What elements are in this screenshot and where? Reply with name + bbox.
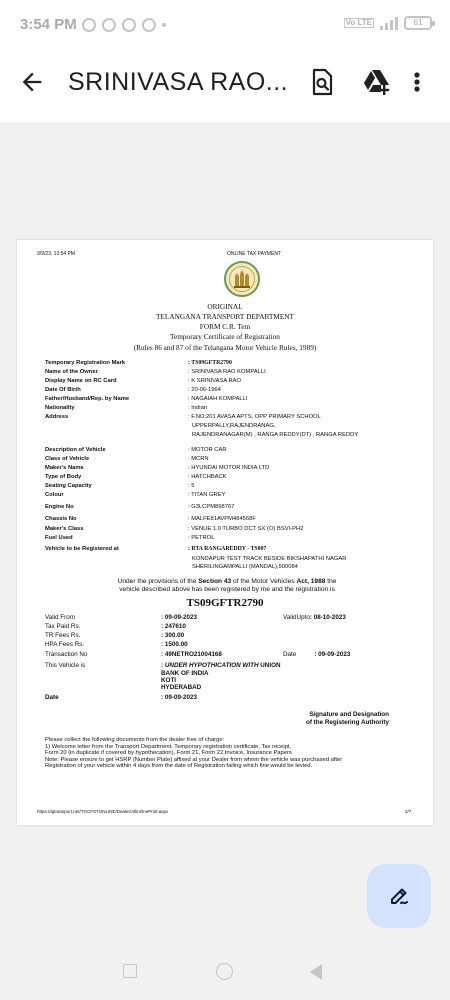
app-bar bbox=[0, 50, 450, 122]
volte-icon: Vo LTE bbox=[345, 18, 372, 27]
add-to-drive-icon[interactable] bbox=[361, 66, 393, 98]
declaration-text: Under the provisions of the Section 43 of the Motor Vehicles Act, 1988 the vehicle described above has been registered by me and the registration is bbox=[117, 578, 337, 593]
field-valid-upto: ValidUpto: 08-10-2023 bbox=[283, 614, 346, 621]
print-header: ONLINE TAX PAYMENT bbox=[227, 251, 282, 257]
status-time: 3:54 PM bbox=[20, 16, 77, 33]
footer-page-number: 2/7 bbox=[405, 809, 412, 814]
status-right bbox=[344, 16, 432, 30]
alarm-icon bbox=[82, 18, 96, 32]
notification-icons bbox=[82, 18, 166, 32]
notification-icon bbox=[102, 18, 116, 32]
original-label: ORIGINAL bbox=[207, 302, 243, 311]
rules-text: (Rules 86 and 87 of the Telangana Motor Vehicle Rules, 1989) bbox=[133, 343, 317, 352]
arrow-back-icon[interactable] bbox=[18, 68, 46, 96]
back-nav-button[interactable] bbox=[310, 964, 322, 980]
print-date: 9/9/23, 12:54 PM bbox=[37, 251, 76, 257]
battery-icon: 61 bbox=[404, 16, 432, 30]
edit-pen-icon bbox=[386, 883, 412, 909]
document-title: SRINIVASA RAO... bbox=[68, 68, 289, 96]
field-transaction-date: Date : 09-09-2023 bbox=[283, 651, 351, 658]
app-icon bbox=[142, 18, 156, 32]
document-search-icon[interactable] bbox=[306, 66, 338, 98]
recents-button[interactable] bbox=[123, 964, 137, 978]
department-name: TELANGANA TRANSPORT DEPARTMENT bbox=[155, 312, 295, 321]
certificate-title: Temporary Certificate of Registration bbox=[170, 332, 280, 341]
signature-designation: Signature and Designation of the Registering Authority bbox=[305, 711, 389, 726]
home-button[interactable] bbox=[216, 963, 233, 980]
settings-icon bbox=[122, 18, 136, 32]
more-vert-icon[interactable] bbox=[409, 66, 425, 98]
form-name: FORM C.R. Tem bbox=[199, 322, 251, 331]
signal-icon bbox=[380, 16, 398, 30]
footer-url: https://tgtransport.net/TGCFSTONLINE/Dealer/AllinOnePrint.aspx bbox=[37, 809, 169, 814]
pdf-page[interactable]: 9/9/23, 12:54 PM ONLINE TAX PAYMENT ORIGINAL TELANGANA TRANSPORT DEPARTMENT FORM C.R. Tem Temporary Certificate of Registration (Rules 86 and 87 of the Telangana Motor Vehicle Rules, 1989) Temporary Registration Mark : TS09GFTR2790 Name of the Owner : SRINIVASA RAO KOMPALLI Display Name on RC Card : K SRINIVASA RAO Date Of Birth : 20-06-1964 Father/Husband/Rep. by Name : NAGAIAH KOMPALLI Nationality : Indian Address : F.NO:201 AVASA APTS, OPP PRIMARY SCHOOL UPPERPALLY,RAJENDRANAG, RAJENDRANAGAR(M) , RANGA REDDY(DT) , RANGA REDDY Description of Vehicle : MOTOR CAR Class of Vehicle : MCRN Maker's Name : HYUNDAI MOTOR INDIA LTD Type of Body : HATCHBACK Seating Capacity : 5 Colour : TITAN GREY Engine No : G3LCPM898767 Chassis No : MALFE81AVPM484568F Maker's Class : VENUE 1.0 TURBO DCT SX (O) BSVI-PH2 Fuel Used : PETROL Vehicle to be Registered at : RTA RANGAREDDY - TS007 KONDAPUR TEST TRACK BESIDE BIKSHAPATHI NAGAR SHERILINGAMPALLI (MANDAL),500084 Under the provisions of the Section 43 of the Motor Vehicles Act, 1988 the vehicle described above has been registered by me and the registration is TS09GFTR2790 Valid From : 09-09-2023 ValidUpto: 08-10-2023 Tax Paid Rs. : 247610 TR Fees Rs. : 300.00 HPA Fees Rs. : 1500.00 Transaction No : 49NETRO21004168 Date : 09-09-2023 This Vehicle is : UNDER HYPOTHICATION WITH UNION BANK OF INDIA KOTI HYDERABAD Date : 09-09-2023 Signature and Designation of the Registering Authority Please collect the following documents from the dealer free of charge: 1) Welcome letter from the Transport Department, Temporary registration certificate, Tax receipt, Form 20 (in duplicate if covered by hypothecation), Form 21, Form 22,Invoice, Insurance Papers Note: Please ensure to get HSRP (Number Plate) affixed at your Dealer from whom the vehicle was purchased after Registration of your vehicle within 4 days from the date of Registration failing which fine would be levied. https://tgtransport.net/TGCFSTONLINE/Dealer/AllinOnePrint.aspx 2/7 bbox=[17, 240, 433, 825]
registration-number: TS09GFTR2790 bbox=[186, 597, 264, 609]
collection-note: Please collect the following documents from the dealer free of charge: 1) Welcome letter from the Transport Department, Temporary registration certificate, Tax receipt, Form 20 (in duplicate if covered by hypothecation), Form 21, Form 22,Invoice, Insurance Papers Note: Please ensure to get HSRP (Number Plate) affixed at your Dealer from whom the vehicle was purchased after Registration of your vehicle within 4 days from the date of Registration failing which fine would be levied. bbox=[45, 737, 343, 769]
navigation-bar bbox=[0, 950, 450, 1000]
status-bar bbox=[0, 0, 450, 50]
edit-fab-button[interactable] bbox=[367, 864, 431, 928]
telangana-emblem-icon bbox=[224, 261, 260, 297]
more-notifications-icon bbox=[162, 23, 166, 27]
